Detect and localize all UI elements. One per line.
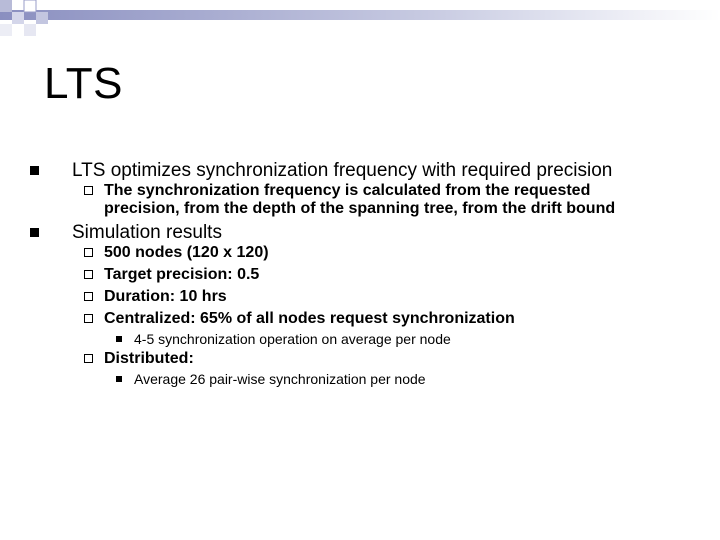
sub-bullet-text: 500 nodes (120 x 120) <box>104 244 269 261</box>
hollow-square-bullet-icon <box>84 270 93 279</box>
sub-bullet-item <box>84 244 644 262</box>
small-square-bullet-icon <box>116 376 122 382</box>
bullet-item <box>30 222 690 244</box>
sub-bullet-text: Distributed: <box>104 350 194 367</box>
sub-bullet-item <box>84 350 644 368</box>
hollow-square-bullet-icon <box>84 354 93 363</box>
sub-bullet-item <box>84 310 644 328</box>
hollow-square-bullet-icon <box>84 292 93 301</box>
sub-sub-bullet-item <box>116 331 636 347</box>
sub-bullet-item <box>84 182 644 218</box>
square-bullet-icon <box>30 228 39 237</box>
sub-bullet-text: Duration: 10 hrs <box>104 288 227 305</box>
hollow-square-bullet-icon <box>84 248 93 257</box>
hollow-square-bullet-icon <box>84 314 93 323</box>
sub-bullet-text: Centralized: 65% of all nodes request synchronization <box>104 310 515 327</box>
square-bullet-icon <box>30 166 39 175</box>
hollow-square-bullet-icon <box>84 186 93 195</box>
sub-bullet-item <box>84 288 644 306</box>
sub-sub-bullet-item <box>116 371 636 387</box>
bullet-item <box>30 160 690 182</box>
sub-bullet-text: Target precision: 0.5 <box>104 266 260 283</box>
small-square-bullet-icon <box>116 336 122 342</box>
sub-sub-bullet-text: 4-5 synchronization operation on average per node <box>134 331 451 347</box>
sub-bullet-item <box>84 266 644 284</box>
bullet-text: Simulation results <box>72 222 222 243</box>
sub-bullet-text: The synchronization frequency is calculated from the requested precision, from the depth of the spanning tree, from the drift bound <box>104 182 616 217</box>
slide-title: LTS <box>44 59 123 108</box>
bullet-text: LTS optimizes synchronization frequency with required precision <box>72 160 613 181</box>
sub-sub-bullet-text: Average 26 pair-wise synchronization per node <box>134 371 426 387</box>
